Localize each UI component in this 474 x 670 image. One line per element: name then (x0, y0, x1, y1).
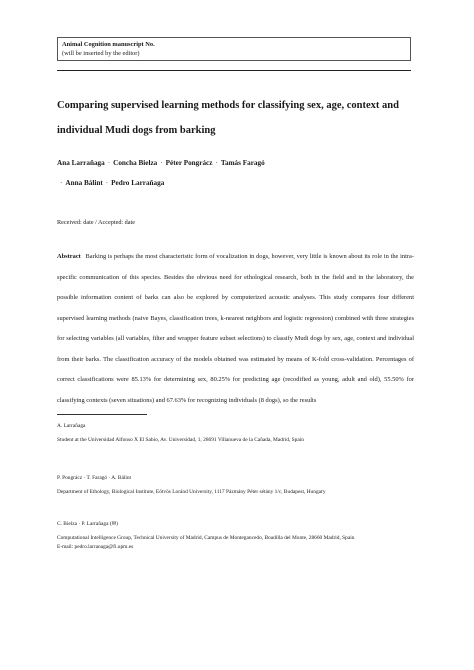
abstract (57, 247, 414, 411)
author-separator: · (160, 159, 163, 167)
editor-note: (will be inserted by the editor) (62, 50, 140, 57)
author-name: Anna Bálint (65, 179, 103, 187)
affiliation-rule (57, 414, 147, 415)
author-name: Tamás Faragó (220, 159, 265, 167)
paper-title: Comparing supervised learning methods for classifying sex, age, context and individual Mudi dogs from barking (57, 100, 399, 136)
affiliation-address: Student at the Universidad Alfonso X El Sabio, Av. Universidad, 1, 28691 Villanueva de la Cañada, Madrid, Spain (57, 437, 304, 443)
affiliation-email: E-mail: pedro.larranaga@fi.upm.es (57, 544, 134, 550)
journal-header-box (57, 37, 411, 61)
author-list (57, 153, 417, 193)
author-name: Péter Pongrácz (165, 159, 213, 167)
affiliation-authors: C. Bielza · P. Larrañaga (✉) (57, 521, 118, 527)
affiliation-authors: A. Larrañaga (57, 423, 86, 429)
author-name: Concha Bielza (113, 159, 158, 167)
author-separator: · (105, 179, 109, 187)
abstract-text: Barking is perhaps the most characteristic form of vocalization in dogs, however, very little is known about its role in the intra-specific communication of this species. Besides the obvious need for ethological research, both in the field and in the laboratory, the possible information content of barks can also be explored by computerized acoustic analyses. This study compares four different supervised learning methods (naive Bayes, classification trees, k-nearest neighbors and logistic regression) combined with three strategies for selecting variables (all variables, filter and wrapper feature subset selections) to classify Mudi dogs by sex, age, context and individual from their barks. The classification accuracy of the models obtained was estimated by means of K-fold cross-validation. Percentages of correct classifications were 85.13% for determining sex, 80.25% for predicting age (recodified as young, adult and old), 55.50% for classifying contexts (seven situations) and 67.63% for recognizing individuals (8 dogs), so the results (57, 253, 414, 404)
affiliation-block (57, 422, 417, 445)
affiliation-address: Computational Intelligence Group, Technical University of Madrid, Campus de Montegancedo, Boadilla del Monte, 28660 Madrid, Spain (57, 535, 355, 541)
author-separator: · (215, 159, 218, 167)
author-separator: · (107, 159, 111, 167)
abstract-label: Abstract (57, 253, 81, 260)
header-rule (57, 70, 411, 71)
journal-name: Animal Cognition manuscript No. (62, 41, 155, 48)
author-name: Ana Larrañaga (57, 159, 105, 167)
affiliation-block (57, 474, 417, 497)
affiliation-block (57, 520, 417, 552)
affiliation-authors: P. Pongrácz · T. Faragó · A. Bálint (57, 475, 132, 481)
affiliation-address: Department of Ethology, Biological Institute, Eötvös Loránd University, 1117 Pázmány Péter sétány 1/c, Budapest, Hungary (57, 489, 326, 495)
author-separator: · (60, 179, 63, 187)
author-name: Pedro Larrañaga (111, 179, 165, 187)
received-date: Received: date / Accepted: date (57, 219, 135, 226)
